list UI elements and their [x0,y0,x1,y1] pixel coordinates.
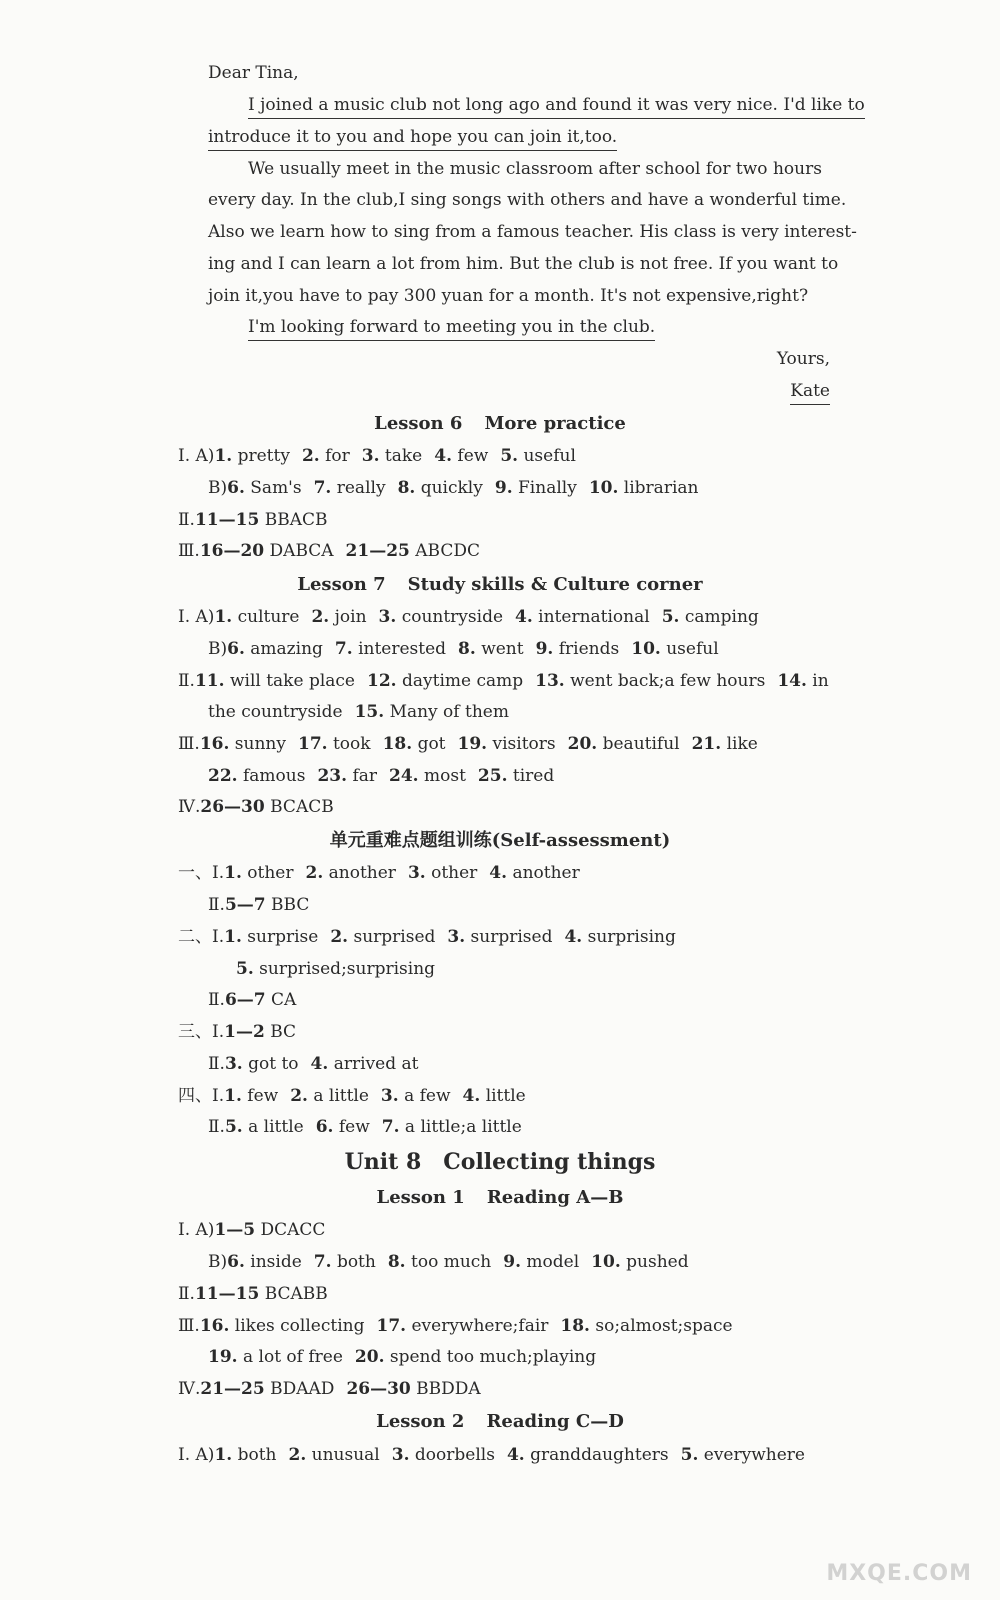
item-answer: famous [242,766,306,786]
item-number: 21—25 [345,541,410,561]
item-prefix: B) [208,478,228,498]
answer-row [178,1084,526,1108]
item-number: 23. [317,766,348,786]
item-answer: doorbells [414,1445,495,1465]
section-heading-lesson7 [0,573,1000,597]
item-number: 19. [457,734,488,754]
letter-greeting: Dear Tina, [208,63,299,83]
item-number: 5—7 [224,895,266,915]
item-answer: unusual [311,1445,380,1465]
underlined-text: I joined a music club not long ago and found it was very nice. I'd like to [248,95,865,119]
item-prefix: Ⅲ. [178,734,200,754]
item-answer: culture [237,607,300,627]
item-prefix: Ⅰ. A) [178,1220,215,1240]
item-number: 18. [560,1316,590,1336]
underlined-text: Kate [790,381,830,405]
heading-part: Lesson 6 [374,413,463,434]
item-answer: model [526,1252,580,1272]
answer-row [208,1115,522,1139]
item-answer: another [328,863,396,883]
item-prefix: B) [208,1252,228,1272]
item-answer: quickly [420,478,483,498]
item-answer: other [431,863,478,883]
item-number: 13. [535,671,565,691]
section-heading-lesson6 [0,412,1000,436]
item-number: 26—30 [200,797,265,817]
section-heading-self-assessment: 单元重难点题组训练(Self-assessment) [329,830,671,851]
answer-row [178,1377,481,1401]
item-number: 8. [387,1252,406,1272]
answer-row [178,539,480,563]
item-number: 7. [381,1117,400,1137]
item-number: 2. [288,1445,307,1465]
item-answer: went [481,639,524,659]
item-number: 10. [591,1252,621,1272]
item-answer: Many of them [389,702,509,722]
item-answer: took [332,734,371,754]
item-number: 2. [305,863,324,883]
item-number: 6. [315,1117,334,1137]
heading-part: Lesson 7 [297,574,386,595]
item-answer: DABCA [269,541,334,561]
item-answer: pushed [626,1252,689,1272]
item-number: 16—20 [199,541,265,561]
section-heading-u8-lesson1 [0,1186,1000,1210]
item-answer: BC [270,1022,297,1042]
answer-row [208,637,719,661]
item-prefix: Ⅲ. [178,1316,200,1336]
item-answer: really [336,478,386,498]
item-answer: spend too much;playing [389,1347,597,1367]
item-number: 16. [199,734,230,754]
item-number: 1. [214,446,233,466]
heading-part: Study skills & Culture corner [407,574,703,595]
underlined-text: I'm looking forward to meeting you in the club. [248,317,655,341]
item-answer: too much [411,1252,492,1272]
answer-row [178,669,829,693]
item-answer: surprised;surprising [259,959,436,979]
item-number: 4. [489,863,508,883]
item-prefix: Ⅱ. [208,895,225,915]
heading-part: Reading C—D [486,1411,624,1432]
item-prefix: 二、Ⅰ. [178,927,225,947]
item-answer: granddaughters [530,1445,669,1465]
item-answer: few [457,446,489,466]
heading-part: Lesson 2 [376,1411,465,1432]
item-answer: both [237,1445,277,1465]
answer-row [178,1020,296,1044]
item-answer: like [726,734,758,754]
item-prefix: B) [208,639,228,659]
item-number: 26—30 [346,1379,411,1399]
item-number: 9. [494,478,513,498]
item-answer: useful [523,446,576,466]
item-prefix: Ⅰ. A) [178,446,215,466]
item-number: 9. [503,1252,521,1272]
answer-row [178,1218,325,1242]
section-heading-u8-lesson2 [0,1410,1000,1434]
letter-signature [790,379,830,403]
answer-row [178,925,676,949]
item-prefix: 三、Ⅰ. [178,1022,225,1042]
item-answer: everywhere;fair [411,1316,549,1336]
item-number: 5. [500,446,519,466]
item-answer: international [538,607,650,627]
item-number: 4. [434,446,452,466]
item-number: 11—15 [194,510,260,530]
letter-line [208,125,617,149]
item-answer: both [336,1252,376,1272]
item-answer: tired [512,766,555,786]
item-number: 1. [224,863,242,883]
item-number: 3. [361,446,380,466]
item-answer: join [334,607,367,627]
item-number: 6—7 [224,990,266,1010]
item-number: 1. [224,927,242,947]
item-answer: for [325,446,350,466]
item-answer: interested [358,639,447,659]
item-answer: in [812,671,829,691]
item-answer: pretty [237,446,290,466]
item-answer: CA [271,990,297,1010]
answer-row [208,764,554,788]
item-answer: most [423,766,466,786]
item-answer: Finally [518,478,577,498]
item-answer: the countryside [208,702,343,722]
item-number: 2. [311,607,330,627]
item-prefix: Ⅰ. A) [178,1445,215,1465]
item-number: 9. [535,639,554,659]
answer-row [236,957,435,981]
item-answer: a little [313,1086,369,1106]
item-answer: likes collecting [234,1316,365,1336]
answer-row [178,1314,733,1338]
item-number: 4. [564,927,583,947]
item-answer: BBACB [264,510,328,530]
item-answer: a lot of free [242,1347,343,1367]
item-number: 4. [506,1445,525,1465]
item-answer: countryside [401,607,504,627]
item-answer: everywhere [703,1445,805,1465]
answer-row [208,476,698,500]
item-answer: camping [684,607,759,627]
item-prefix: Ⅰ. A) [178,607,215,627]
answer-row [178,861,580,885]
item-number: 8. [458,639,476,659]
item-prefix: Ⅳ. [178,797,201,817]
item-answer: inside [250,1252,302,1272]
item-number: 7. [334,639,353,659]
letter-line: We usually meet in the music classroom after school for two hours [248,159,822,179]
item-answer: surprising [587,927,676,947]
item-number: 24. [389,766,419,786]
watermark-text: MXQE.COM [826,1561,972,1586]
item-answer: went back;a few hours [570,671,766,691]
answer-row [178,444,576,468]
item-number: 20. [354,1347,385,1367]
heading-part: Unit 8 [344,1149,422,1175]
letter-line: join it,you have to pay 300 yuan for a month. It's not expensive,right? [208,286,809,306]
item-number: 15. [354,702,385,722]
item-number: 4. [462,1086,481,1106]
heading-part: Reading A—B [486,1187,624,1208]
item-answer: BDAAD [270,1379,335,1399]
item-answer: got to [248,1054,299,1074]
item-number: 21. [691,734,722,754]
item-number: 1. [224,1086,242,1106]
item-answer: will take place [229,671,355,691]
answer-row [208,1052,418,1076]
answer-row [178,732,758,756]
item-answer: a few [404,1086,451,1106]
item-prefix: Ⅱ. [178,1284,195,1304]
item-number: 12. [367,671,397,691]
item-answer: another [512,863,580,883]
item-number: 10. [631,639,661,659]
item-answer: friends [558,639,620,659]
item-number: 17. [376,1316,407,1336]
answer-row [178,508,327,532]
item-number: 2. [290,1086,308,1106]
item-answer: useful [666,639,719,659]
item-prefix: Ⅱ. [208,990,225,1010]
item-number: 16. [199,1316,230,1336]
item-answer: BBC [271,895,310,915]
item-answer: beautiful [602,734,680,754]
item-answer: few [338,1117,370,1137]
unit-heading [0,1148,1000,1176]
item-number: 19. [208,1347,238,1367]
letter-line: Also we learn how to sing from a famous teacher. His class is very interest- [208,222,857,242]
item-number: 22. [208,766,238,786]
item-prefix: 四、Ⅰ. [178,1086,225,1106]
item-number: 3. [391,1445,410,1465]
item-prefix: Ⅱ. [208,1054,225,1074]
item-prefix: Ⅱ. [208,1117,225,1137]
letter-line [248,315,655,339]
item-answer: Sam's [250,478,302,498]
answer-row [178,795,334,819]
item-prefix: Ⅲ. [178,541,200,561]
item-number: 8. [397,478,416,498]
item-number: 3. [380,1086,399,1106]
item-answer: librarian [623,478,699,498]
item-number: 20. [567,734,598,754]
answer-row [208,700,509,724]
heading-part: Lesson 1 [376,1187,465,1208]
item-number: 3. [224,1054,243,1074]
item-answer: amazing [250,639,323,659]
answer-row [178,605,759,629]
item-number: 4. [310,1054,329,1074]
item-number: 6. [227,1252,245,1272]
item-number: 2. [330,927,349,947]
answer-row [208,1345,596,1369]
answer-row [208,893,309,917]
item-number: 5. [224,1117,243,1137]
item-number: 17. [297,734,328,754]
item-number: 3. [447,927,466,947]
item-number: 1. [214,1445,233,1465]
letter-line: every day. In the club,I sing songs with others and have a wonderful time. [208,190,847,210]
item-number: 25. [477,766,508,786]
item-number: 10. [588,478,619,498]
item-prefix: Ⅱ. [178,671,195,691]
letter-line: ing and I can learn a lot from him. But the club is not free. If you want to [208,254,839,274]
item-answer: BBDDA [416,1379,481,1399]
item-answer: surprise [247,927,319,947]
item-answer: few [247,1086,279,1106]
item-number: 2. [301,446,320,466]
item-number: 11—15 [194,1284,260,1304]
watermark-logo [812,1516,972,1586]
item-number: 6. [227,639,245,659]
item-number: 5. [236,959,254,979]
item-number: 7. [313,478,332,498]
answer-row [208,1250,689,1274]
item-number: 11. [194,671,225,691]
item-answer: arrived at [333,1054,419,1074]
answer-row [178,1443,805,1467]
item-answer: ABCDC [415,541,481,561]
answer-row [208,988,296,1012]
item-number: 14. [777,671,807,691]
item-answer: so;almost;space [595,1316,733,1336]
item-number: 4. [515,607,533,627]
item-prefix: 一、Ⅰ. [178,863,225,883]
item-answer: a little;a little [404,1117,522,1137]
item-number: 1—2 [224,1022,265,1042]
item-answer: other [247,863,294,883]
item-answer: DCACC [260,1220,326,1240]
item-answer: BCACB [270,797,334,817]
item-number: 21—25 [200,1379,265,1399]
item-answer: visitors [492,734,556,754]
item-prefix: Ⅱ. [178,510,195,530]
item-prefix: Ⅳ. [178,1379,201,1399]
item-number: 7. [313,1252,332,1272]
item-answer: take [384,446,423,466]
heading-part: Collecting things [443,1149,656,1175]
item-answer: little [485,1086,526,1106]
item-number: 5. [680,1445,699,1465]
item-number: 1. [214,607,233,627]
item-number: 1—5 [214,1220,256,1240]
letter-closing: Yours, [776,349,830,369]
item-answer: surprised [470,927,553,947]
item-answer: a little [248,1117,304,1137]
item-answer: got [417,734,446,754]
item-number: 3. [378,607,397,627]
item-number: 5. [661,607,680,627]
item-number: 6. [227,478,245,498]
item-answer: surprised [353,927,436,947]
item-answer: sunny [234,734,286,754]
heading-part: More practice [484,413,626,434]
item-answer: daytime camp [401,671,524,691]
item-number: 3. [407,863,426,883]
underlined-text: introduce it to you and hope you can join it,too. [208,127,617,151]
item-number: 18. [382,734,413,754]
item-answer: far [352,766,377,786]
answer-row [178,1282,328,1306]
letter-line [248,93,865,117]
item-answer: BCABB [264,1284,328,1304]
